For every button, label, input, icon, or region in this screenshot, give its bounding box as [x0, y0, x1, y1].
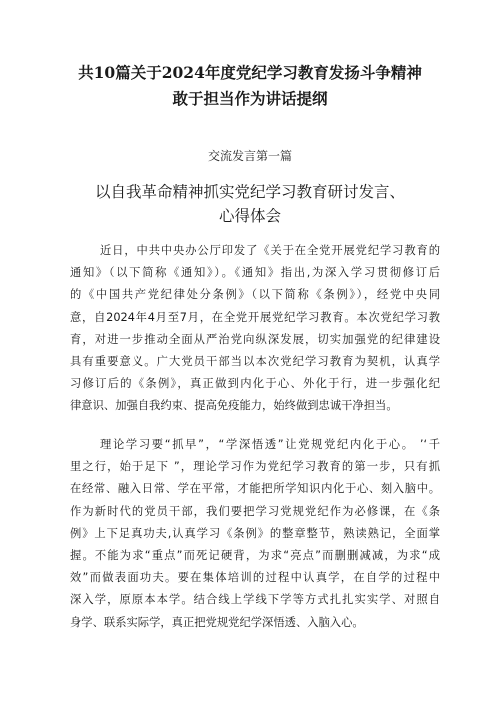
paragraph-line: 效”而做表面功夫。要在集体培训的过程中认真学，在自学的过程中	[70, 571, 440, 585]
paragraph-line: 习修订后的《条例》，真正做到内化于心、外化于行，进一步强化纪	[70, 377, 440, 391]
paragraph-line: 例》上下足真功夫,认真学习《条例》的整章整节，熟读熟记，全面掌	[70, 526, 440, 540]
paragraph-line: 意，自2024年4月至7月，在全党开展党纪学习教育。本次党纪学习教	[70, 310, 440, 324]
document-title-line: 共10篇关于2024年度党纪学习教育发扬斗争精神	[78, 63, 422, 82]
paragraph-line: 近日，中共中央办公厅印发了《关于在全党开展党纪学习教育的	[100, 244, 440, 257]
body-paragraph	[70, 434, 440, 634]
paragraph-line: 律意识、加强自我约束、提高免疫能力，始终做到忠诚干净担当。	[70, 399, 398, 413]
paragraph-line: 里之行，始于足下 ”，理论学习作为党纪学习教育的第一步，只有抓	[70, 460, 440, 474]
paragraph-line: 握。不能为求“重点”而死记硬背，为求“亮点”而删删减减，为求“成	[70, 549, 440, 563]
section-label: 交流发言第一篇	[207, 149, 292, 163]
paragraph-line: 在经常、融入日常、学在平常，才能把所学知识内化于心、刻入脑中。	[70, 482, 440, 496]
speech-title-line: 以自我革命精神抓实党纪学习教育研讨发言、	[94, 183, 405, 201]
paragraph-line: 理论学习要“抓早”，“学深悟透”让党规党纪内化于心。 ’‘千	[100, 438, 440, 451]
paragraph-line: 身学、联系实际学，真正把党规党纪学深悟透、入脑入心。	[70, 615, 364, 629]
paragraph-line: 深入学，原原本本学。结合线上学线下学等方式扎扎实实学、对照自	[70, 593, 440, 607]
body-paragraph	[70, 240, 440, 418]
speech-title-line: 心得体会	[218, 207, 281, 225]
paragraph-line: 作为新时代的党员干部，我们要把学习党规党纪作为必修课，在《条	[70, 504, 440, 518]
document-title	[0, 60, 500, 112]
paragraph-line: 育，对进一步推动全面从严治党向纵深发展，切实加强党的纪律建设	[70, 332, 440, 346]
document-title-line: 敢于担当作为讲话提纲	[172, 89, 328, 108]
paragraph-line: 通知》（以下简称《通知》）。《通知》指出,为深入学习贯彻修订后	[70, 266, 440, 280]
paragraph-line: 的《中国共产党纪律处分条例》（以下简称《条例》），经党中央同	[70, 288, 440, 302]
speech-title	[0, 180, 500, 228]
paragraph-line: 具有重要意义。广大党员干部当以本次党纪学习教育为契机，认真学	[70, 355, 440, 369]
